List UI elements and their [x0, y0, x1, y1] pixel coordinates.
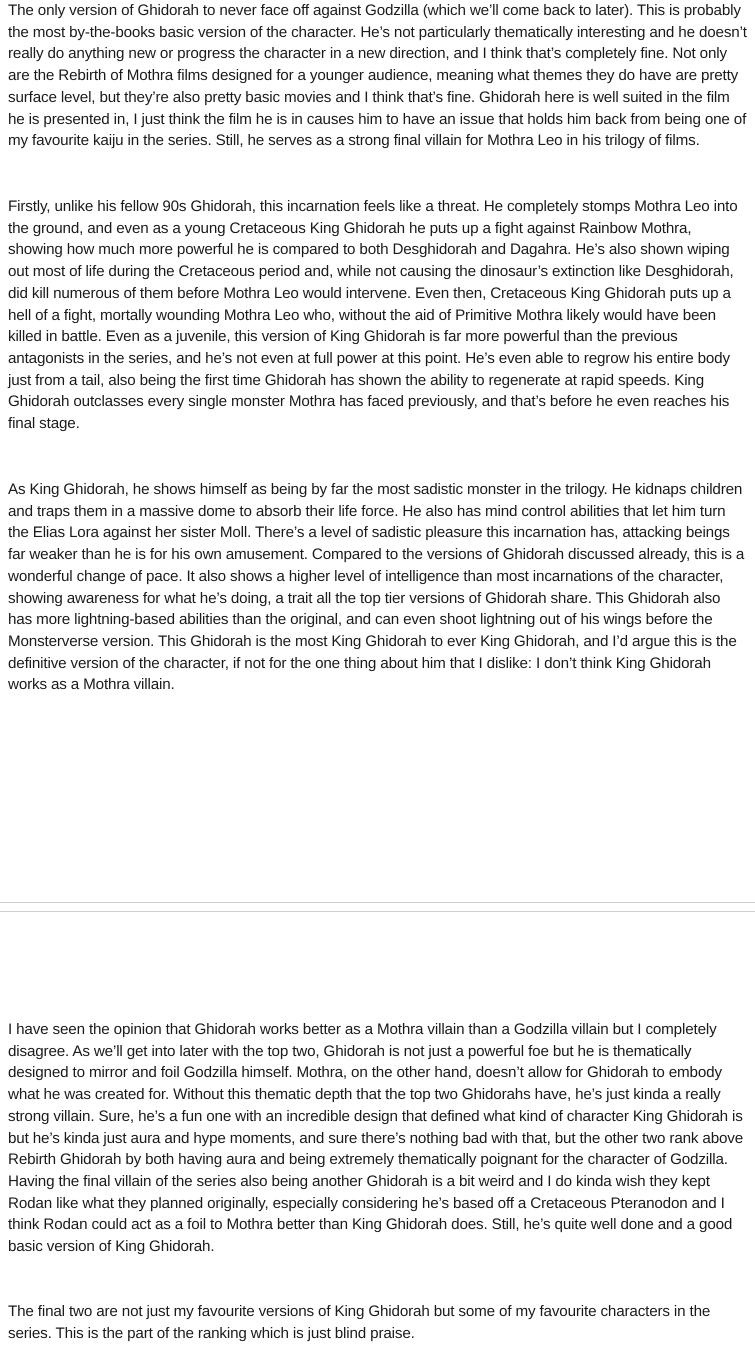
body-paragraph: I have seen the opinion that Ghidorah works better as a Mothra villain than a Godzilla villain but I completely disagree. As we’ll get into later with the top two, Ghidorah is not just a powerful foe but he is thematically designed to mirror and foil Godzilla himself. Mothra, on the other hand, doesn’t allow for Ghidorah to embody what he was created for. Without this thematic depth that the top two Ghidorahs have, he’s just kinda a really strong villain. Sure, he’s a fun one with an incredible design that defined what kind of character King Ghidorah is but he’s kinda just aura and hype moments, and sure there’s nothing bad with that, but the other two rank above Rebirth Ghidorah by both having aura and being extremely thematically poignant for the character of Godzilla. Having the final villain of the series also being another Ghidorah is a bit weird and I do kinda wish they kept Rodan like what they planned originally, especially considering he’s based off a Cretaceous Pteranodon and I think Rodan could act as a foil to Mothra better than King Ghidorah does. Still, he’s quite well done and a good basic version of King Ghidorah.: [8, 1021, 744, 1256]
body-paragraph: As King Ghidorah, he shows himself as being by far the most sadistic monster in the trilogy. He kidnaps children and traps them in a massive dome to absorb their life force. He also has mind control abilities that let him turn the Elias Lora against her sister Moll. There’s a level of sadistic pleasure this incarnation has, attacking beings far weaker than he is for his own amusement. Compared to the versions of Ghidorah discussed already, this is a wonderful change of pace. It also shows a higher level of intelligence than most incarnations of the character, showing awareness for what he’s doing, a trait all the top tier versions of Ghidorah share. This Ghidorah also has more lightning-based abilities than the original, and can even shoot lightning out of his wings before the Monsterverse version. This Ghidorah is the most King Ghidorah to ever King Ghidorah, and I’d argue this is the definitive version of the character, if not for the one thing about him that I dislike: I don’t think King Ghidorah works as a Mothra villain.: [8, 481, 745, 694]
document-page-bottom: [0, 1016, 755, 1353]
body-paragraph: The final two are not just my favourite versions of King Ghidorah but some of my favourite characters in the series. This is the part of the ranking which is just blind praise.: [8, 1303, 711, 1342]
page-break-divider: [0, 902, 755, 912]
body-paragraph: The only version of Ghidorah to never face off against Godzilla (which we’ll come back to later). This is probably the most by-the-books basic version of the character. He’s not particularly thematically interesting and he doesn’t really do anything new or progress the character in a new direction, and I think that’s completely fine. Not only are the Rebirth of Mothra films designed for a younger audience, meaning what themes they do have are pretty surface level, but they’re also pretty basic movies and I think that’s fine. Ghidorah here is well suited in the film he is presented in, I just think the film he is in causes him to have an issue that holds him back from being one of my favourite kaiju in the series. Still, he serves as a strong final villain for Mothra Leo in his trilogy of films.: [8, 2, 747, 150]
body-paragraph: Firstly, unlike his fellow 90s Ghidorah, this incarnation feels like a threat. He completely stomps Mothra Leo into the ground, and even as a young Cretaceous King Ghidorah he puts up a fight against Rainbow Mothra, showing how much more powerful he is compared to both Desghidorah and Dagahra. He’s also shown wiping out most of life during the Cretaceous period and, while not causing the dinosaur’s extinction like Desghidorah, did kill numerous of them before Mothra Leo would intervene. Even then, Cretaceous King Ghidorah puts up a hell of a fight, mortally wounding Mothra Leo who, without the aid of Primitive Mothra likely would have been killed in battle. Even as a juvenile, this version of King Ghidorah is far more powerful than the previous antagonists in the series, and he’s not even at full power at this point. He’s even able to regrow his entire body just from a tail, also being the first time Ghidorah has shown the ability to regenerate at rapid speeds. King Ghidorah outclasses every single monster Mothra has faced previously, and that’s before he even reaches his final stage.: [8, 198, 738, 433]
